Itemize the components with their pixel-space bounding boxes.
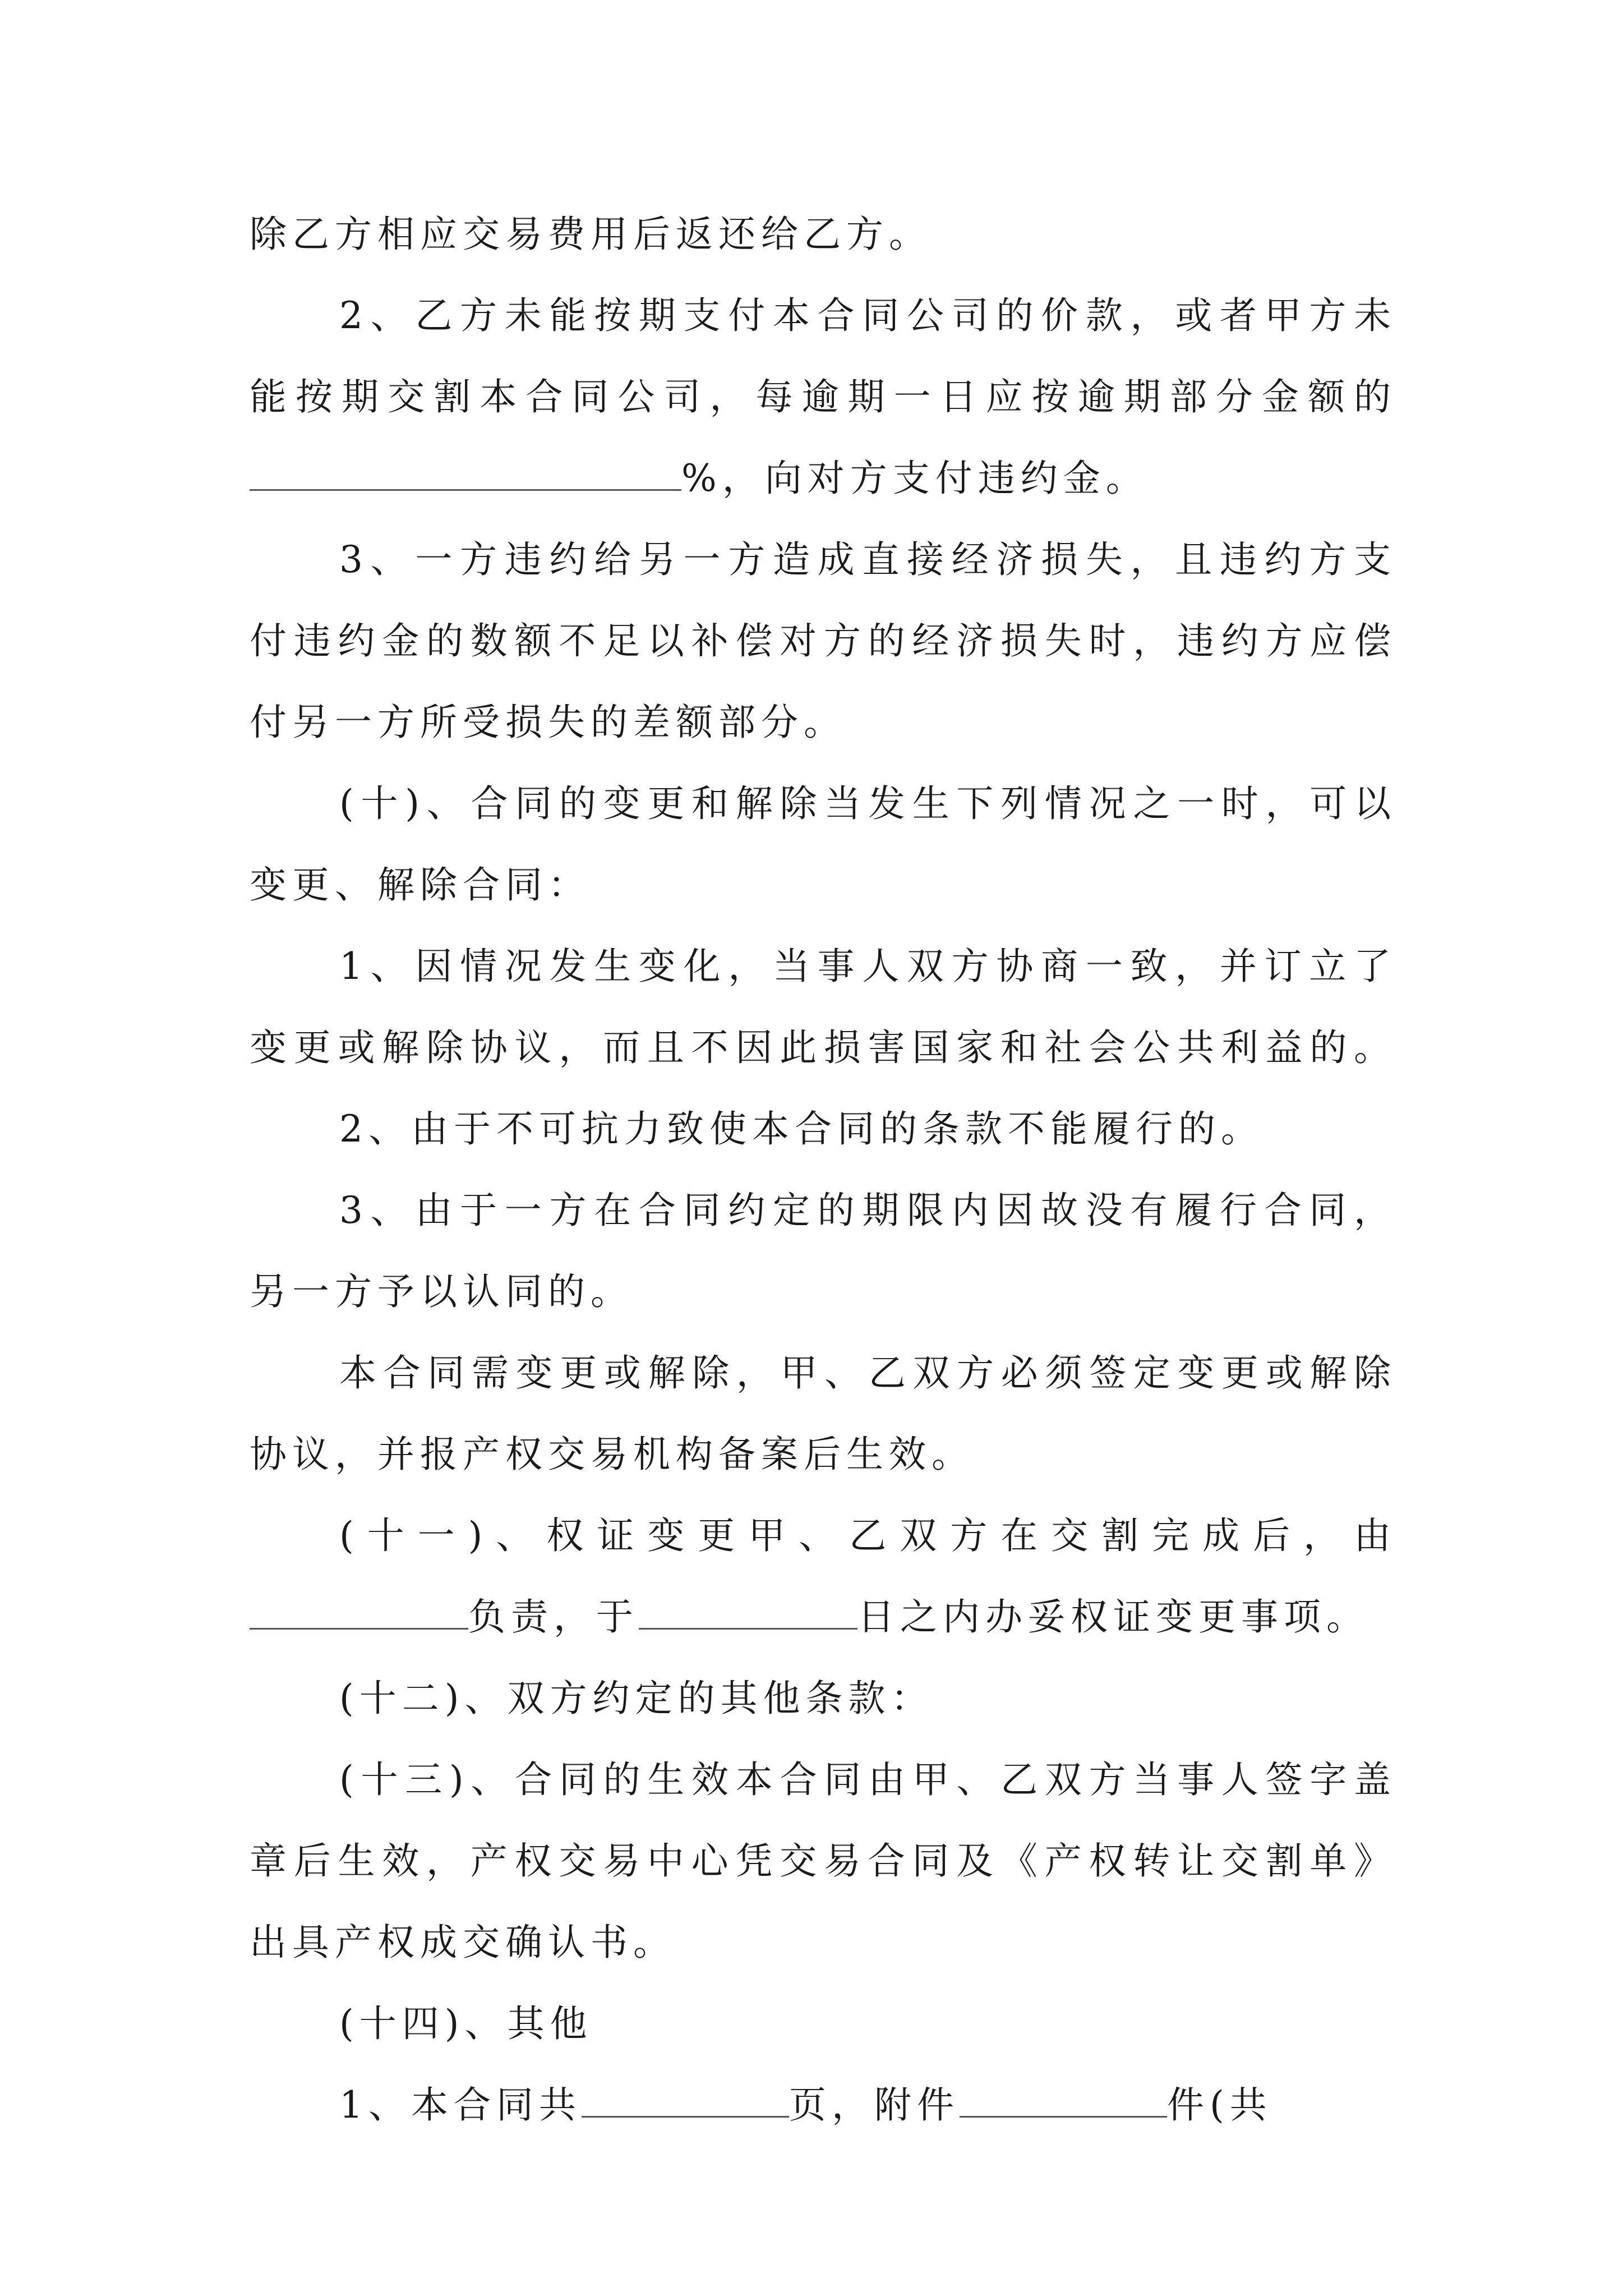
text-line: 3、由于一方在合同约定的期限内因故没有履行合同， (339, 1189, 1391, 1232)
text-line: 1、因情况发生变化，当事人双方协商一致，并订立了 (339, 945, 1391, 988)
text-line: 3、一方违约给另一方造成直接经济损失，且违约方支 (339, 538, 1391, 581)
section-heading: (十四)、其他 (339, 2002, 593, 2045)
text-line: 本合同需变更或解除，甲、乙双方必须签定变更或解除 (339, 1351, 1391, 1395)
text-fragment: 页，附件 (789, 2083, 960, 2127)
contract-page (250, 194, 1391, 2146)
fill-in-blank[interactable] (960, 2085, 1167, 2118)
text-line: 付违约金的数额不足以补偿对方的经济损失时，违约方应偿 (250, 619, 1391, 662)
text-line: 2、由于不可抗力致使本合同的条款不能履行的。 (339, 1107, 1264, 1151)
text-line: 变更、解除合同： (250, 863, 591, 907)
text-line-with-blank (250, 438, 1391, 519)
text-line: 能按期交割本合同公司，每逾期一日应按逾期部分金额的 (250, 375, 1391, 418)
text-line: 2、乙方未能按期支付本合同公司的价款，或者甲方未 (339, 294, 1391, 337)
section-heading: (十二)、双方约定的其他条款： (339, 1677, 934, 1720)
section-heading: (十一)、权证变更甲、乙双方在交割完成后，由 (339, 1514, 1391, 1557)
text-line-with-blanks (250, 2064, 1391, 2146)
text-fragment: 日之内办妥权证变更事项。 (857, 1595, 1369, 1639)
fill-in-blank[interactable] (250, 1596, 468, 1630)
section-heading: (十)、合同的变更和解除当发生下列情况之一时，可以 (339, 782, 1391, 825)
text-fragment: 1、本合同共 (339, 2083, 582, 2127)
text-fragment: %，向对方支付违约金。 (681, 457, 1149, 500)
text-line: 章后生效，产权交易中心凭交易合同及《产权转让交割单》 (250, 1839, 1391, 1883)
text-line: 除乙方相应交易费用后返还给乙方。 (250, 213, 932, 256)
text-fragment: 负责，于 (468, 1595, 639, 1639)
fill-in-blank[interactable] (250, 458, 681, 491)
text-fragment: 件(共 (1167, 2083, 1272, 2127)
text-line: 协议，并报产权交易机构备案后生效。 (250, 1433, 974, 1476)
text-line: 另一方予以认同的。 (250, 1270, 633, 1313)
fill-in-blank[interactable] (639, 1596, 857, 1630)
text-line: 出具产权成交确认书。 (250, 1921, 676, 1964)
text-line: 变更或解除协议，而且不因此损害国家和社会公共利益的。 (250, 1026, 1391, 1069)
fill-in-blank[interactable] (582, 2085, 789, 2118)
text-line: 付另一方所受损失的差额部分。 (250, 701, 846, 744)
text-line-with-blanks (250, 1576, 1391, 1658)
section-heading: (十三)、合同的生效本合同由甲、乙双方当事人签字盖 (339, 1758, 1391, 1801)
